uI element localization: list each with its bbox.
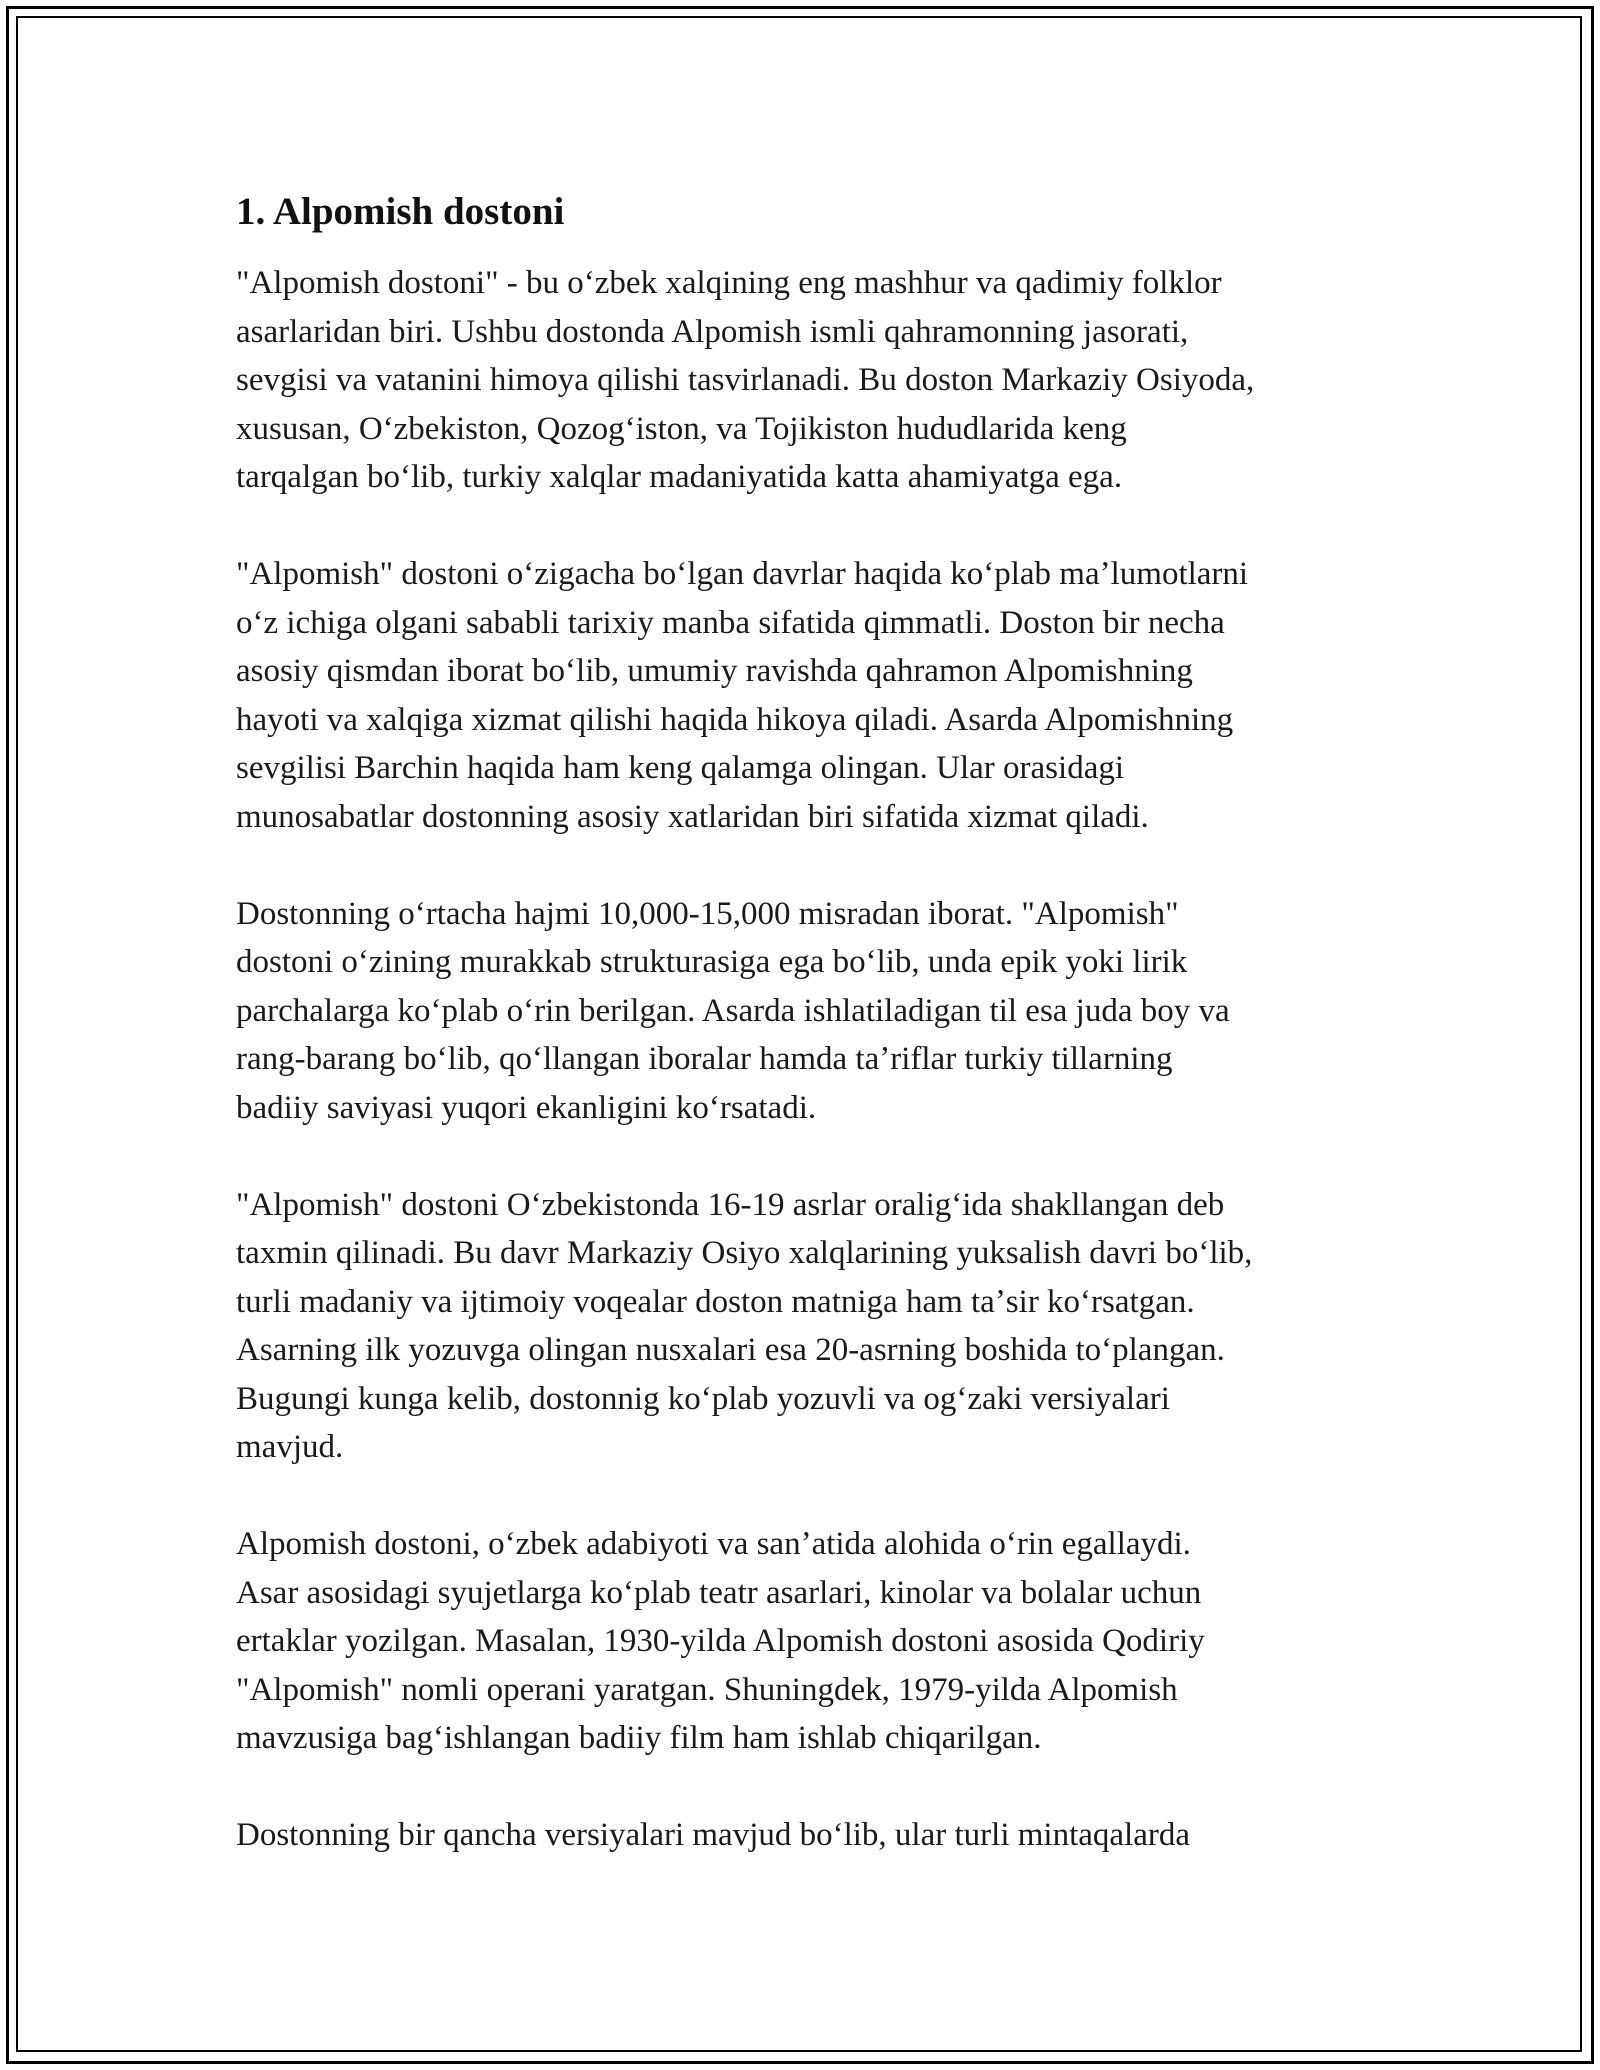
paragraph-3 (236, 890, 1396, 1133)
text-line: "Alpomish dostoni" - bu oʻzbek xalqining eng mashhur va qadimiy folklor (236, 265, 1222, 301)
text-line: sevgisi va vatanini himoya qilishi tasvirlanadi. Bu doston Markaziy Osiyoda, (236, 362, 1255, 398)
paragraph-6 (236, 1811, 1396, 1860)
text-line: sevgilisi Barchin haqida ham keng qalamga olingan. Ular orasidagi (236, 750, 1125, 786)
text-line: asosiy qismdan iborat boʻlib, umumiy ravishda qahramon Alpomishning (236, 653, 1193, 689)
text-line: hayoti va xalqiga xizmat qilishi haqida hikoya qiladi. Asarda Alpomishning (236, 701, 1234, 738)
text-line: Asarning ilk yozuvga olingan nusxalari esa 20-asrning boshida toʻplangan. (236, 1332, 1225, 1368)
paragraph-5 (236, 1520, 1396, 1763)
text-line: turli madaniy va ijtimoiy voqealar doston matniga ham taʼsir koʻrsatgan. (236, 1283, 1195, 1320)
text-line: taxmin qilinadi. Bu davr Markaziy Osiyo xalqlarining yuksalish davri boʻlib, (236, 1235, 1253, 1271)
text-line: oʻz ichiga olgani sababli tarixiy manba sifatida qimmatli. Doston bir necha (236, 604, 1225, 641)
text-line: ertaklar yozilgan. Masalan, 1930-yilda Alpomish dostoni asosida Qodiriy (236, 1623, 1205, 1659)
document-page (236, 182, 1396, 1908)
text-line: munosabatlar dostonning asosiy xatlaridan biri sifatida xizmat qiladi. (236, 798, 1149, 835)
text-line: Bugungi kunga kelib, dostonnig koʻplab yozuvli va ogʻzaki versiyalari (236, 1380, 1170, 1417)
text-line: "Alpomish" dostoni oʻzigacha boʻlgan davrlar haqida koʻplab maʼlumotlarni (236, 556, 1249, 592)
paragraph-1 (236, 259, 1396, 502)
text-line: Asar asosidagi syujetlarga koʻplab teatr asarlari, kinolar va bolalar uchun (236, 1574, 1202, 1611)
paragraph-4 (236, 1181, 1396, 1472)
text-line: mavjud. (236, 1429, 344, 1465)
text-line: Dostonning bir qancha versiyalari mavjud boʻlib, ular turli mintaqalarda (236, 1817, 1190, 1853)
section-heading: 1. Alpomish dostoni (236, 190, 565, 233)
text-line: "Alpomish" dostoni Oʻzbekistonda 16-19 asrlar oraligʻida shakllangan deb (236, 1186, 1225, 1223)
text-line: mavzusiga bagʻishlangan badiiy film ham ishlab chiqarilgan. (236, 1720, 1042, 1756)
text-line: dostoni oʻzining murakkab strukturasiga ega boʻlib, unda epik yoki lirik (236, 944, 1188, 980)
text-line: parchalarga koʻplab oʻrin berilgan. Asarda ishlatiladigan til esa juda boy va (236, 992, 1230, 1029)
text-line: asarlaridan biri. Ushbu dostonda Alpomish ismli qahramonning jasorati, (236, 313, 1189, 350)
text-line: xususan, Oʻzbekiston, Qozogʻiston, va Tojikiston hududlarida keng (236, 410, 1127, 447)
text-line: Alpomish dostoni, oʻzbek adabiyoti va sanʼatida alohida oʻrin egallaydi. (236, 1526, 1191, 1562)
text-line: badiiy saviyasi yuqori ekanligini koʻrsatadi. (236, 1089, 817, 1126)
text-line: tarqalgan boʻlib, turkiy xalqlar madaniyatida katta ahamiyatga ega. (236, 459, 1123, 495)
paragraph-2 (236, 550, 1396, 841)
text-line: "Alpomish" nomli operani yaratgan. Shuningdek, 1979-yilda Alpomish (236, 1671, 1178, 1708)
text-line: rang-barang boʻlib, qoʻllangan iboralar hamda taʼriflar turkiy tillarning (236, 1041, 1173, 1077)
text-line: Dostonning oʻrtacha hajmi 10,000-15,000 misradan iborat. "Alpomish" (236, 895, 1179, 932)
